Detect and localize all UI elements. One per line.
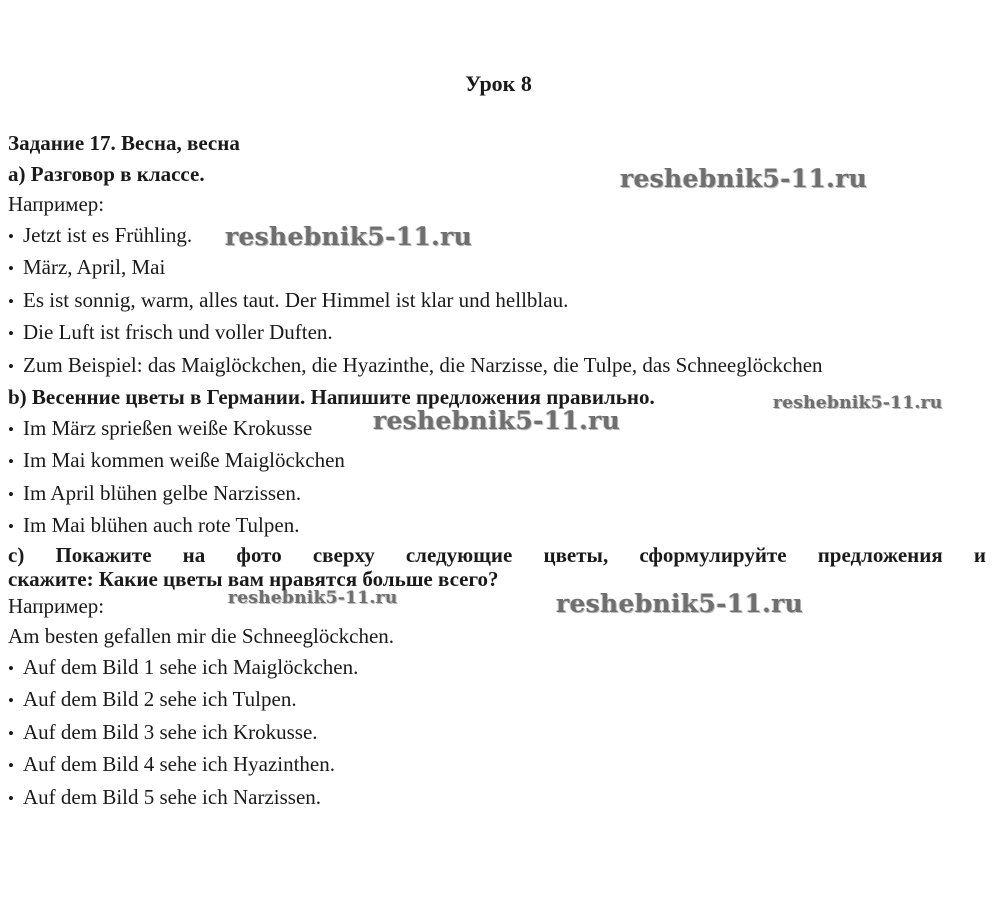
bullet-text: Die Luft ist frisch und voller Duften. [23, 320, 333, 344]
watermark: reshebnik5-11.ru [228, 588, 398, 608]
task-heading: Задание 17. Весна, весна [8, 131, 240, 155]
task-content [8, 128, 986, 814]
bullet-icon: • [8, 291, 14, 311]
watermark: reshebnik5-11.ru [225, 222, 473, 251]
bullet-text: Auf dem Bild 5 sehe ich Narzissen. [23, 784, 322, 809]
part-c-intro: Am besten gefallen mir die Schneeglöckchen. [8, 624, 395, 648]
bullet-text: Im Mai blühen auch rote Tulpen. [23, 513, 300, 537]
part-c-bullet-item [8, 717, 986, 750]
bullet-text: Auf dem Bild 1 sehe ich Maiglöckchen. [23, 654, 359, 679]
part-c-bullet-item [8, 782, 986, 815]
bullet-icon: • [8, 517, 14, 536]
bullet-icon: • [8, 484, 14, 504]
watermark: reshebnik5-11.ru [373, 406, 621, 435]
bullet-icon: • [8, 788, 14, 808]
bullet-icon: • [8, 259, 14, 278]
bullet-text: Auf dem Bild 2 sehe ich Tulpen. [23, 687, 297, 711]
bullet-icon: • [8, 452, 14, 471]
part-c-bullet-item [8, 684, 986, 717]
part-a-heading: а) Разговор в классе. [8, 161, 205, 186]
part-a-bullet-item [8, 350, 986, 383]
part-c-heading-line-1: c) Покажите на фото сверху следующие цветы, сформулируйте предложения и [8, 542, 986, 567]
watermark: reshebnik5-11.ru [620, 164, 868, 193]
lesson-title: Урок 8 [465, 71, 532, 96]
bullet-text: Zum Beispiel: das Maiglöckchen, die Hyazinthe, die Narzisse, die Tulpe, das Schneeglöckchen [23, 352, 823, 377]
bullet-icon: • [8, 419, 14, 439]
bullet-text: Es ist sonnig, warm, alles taut. Der Himmel ist klar und hellblau. [23, 287, 569, 312]
part-b-bullet-item [8, 445, 986, 478]
part-c-bullet-item [8, 749, 986, 782]
part-a-bullet-item [8, 220, 986, 253]
bullet-text: März, April, Mai [23, 255, 166, 279]
part-c-bullet-item [8, 652, 986, 685]
bullet-icon: • [8, 691, 14, 710]
bullet-text: Im Mai kommen weiße Maiglöckchen [23, 448, 345, 472]
bullet-text: Auf dem Bild 4 sehe ich Hyazinthen. [23, 752, 336, 776]
bullet-text: Jetzt ist es Frühling. [23, 222, 193, 247]
bullet-icon: • [8, 324, 14, 343]
bullet-icon: • [8, 723, 14, 743]
bullet-icon: • [8, 356, 14, 376]
part-b-heading: b) Весенние цветы в Германии. Напишите предложения правильно. [8, 385, 655, 409]
bullet-text: Im März sprießen weiße Krokusse [23, 415, 313, 440]
bullet-text: Im April blühen gelbe Narzissen. [23, 480, 302, 505]
part-a-bullet-item [8, 317, 986, 350]
watermark: reshebnik5-11.ru [773, 393, 943, 413]
part-c-example-label: Например: [8, 593, 105, 618]
bullet-icon: • [8, 226, 14, 246]
part-a-bullet-item [8, 252, 986, 285]
part-a-bullet-item [8, 285, 986, 318]
part-c-heading-line-2: скажите: Какие цветы вам нравятся больше всего? [8, 566, 499, 591]
watermark: reshebnik5-11.ru [556, 589, 804, 618]
part-b-bullet-item [8, 510, 986, 543]
bullet-icon: • [8, 756, 14, 775]
part-a-example-label: Например: [8, 192, 105, 216]
bullet-icon: • [8, 658, 14, 678]
bullet-text: Auf dem Bild 3 sehe ich Krokusse. [23, 719, 318, 744]
part-b-bullet-item [8, 478, 986, 511]
